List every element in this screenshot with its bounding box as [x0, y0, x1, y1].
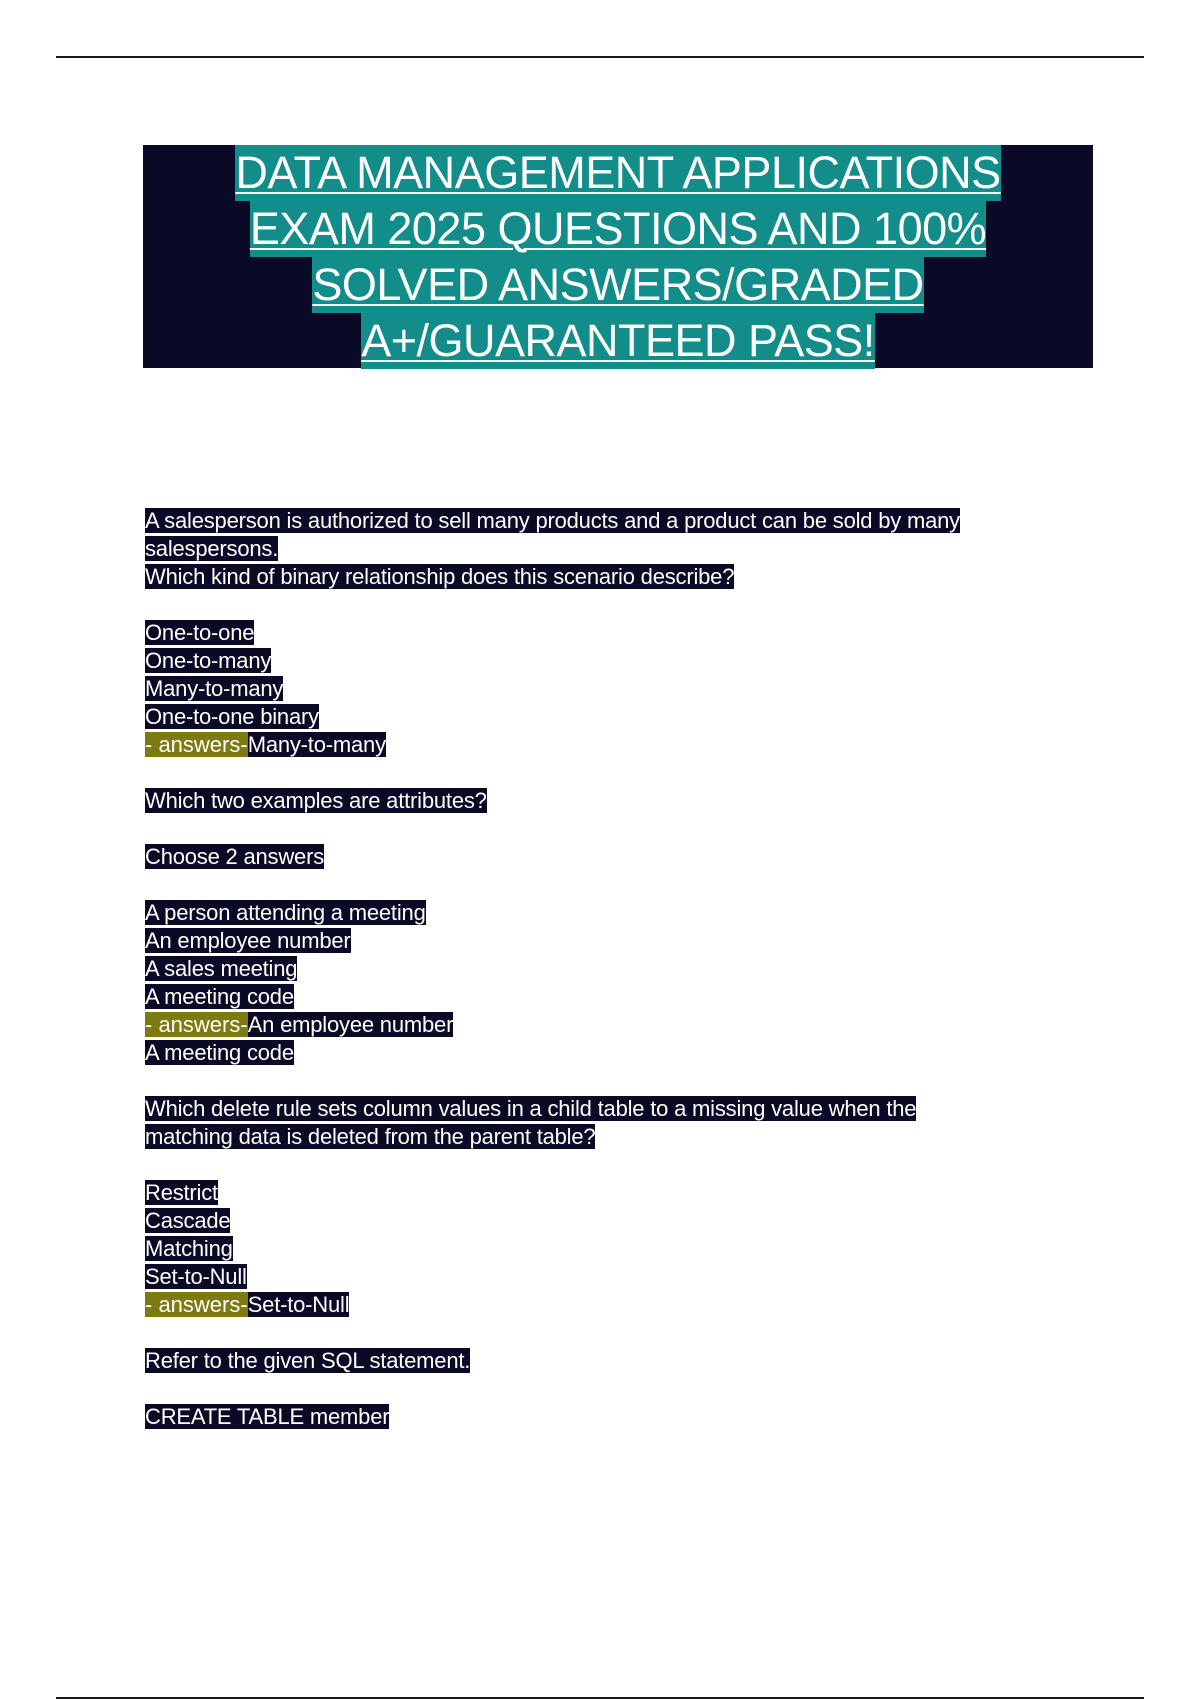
answer-prefix: - answers-	[145, 1012, 248, 1037]
q3-text-line-2: matching data is deleted from the parent table?	[145, 1124, 596, 1149]
q1-answer: Many-to-many	[247, 732, 386, 757]
q3-option: Restrict	[145, 1180, 218, 1205]
q1-option: One-to-many	[145, 648, 272, 673]
q2-text-line-1: Which two examples are attributes?	[145, 788, 487, 813]
q3-answer: Set-to-Null	[247, 1292, 350, 1317]
answer-prefix: - answers-	[145, 1292, 248, 1317]
q1-text-line-2: salespersons.	[145, 536, 279, 561]
q2-answer-2: A meeting code	[145, 1040, 294, 1065]
title-line-3: SOLVED ANSWERS/GRADED	[312, 257, 923, 313]
q2-option: An employee number	[145, 928, 351, 953]
title-line-2: EXAM 2025 QUESTIONS AND 100%	[250, 201, 986, 257]
q1-option: One-to-one	[145, 620, 255, 645]
q3-option: Matching	[145, 1236, 233, 1261]
q4-sql-line: CREATE TABLE member	[145, 1404, 390, 1429]
q2-option: A meeting code	[145, 984, 294, 1009]
q1-text-line-3: Which kind of binary relationship does this scenario describe?	[145, 564, 735, 589]
bottom-divider	[56, 1697, 1144, 1699]
q2-option: A person attending a meeting	[145, 900, 426, 925]
title-line-1: DATA MANAGEMENT APPLICATIONS	[235, 145, 1000, 201]
title-line-4: A+/GUARANTEED PASS!	[361, 313, 875, 369]
q3-option: Cascade	[145, 1208, 231, 1233]
document-body	[145, 507, 1085, 1431]
q3-text-line-1: Which delete rule sets column values in a child table to a missing value when the	[145, 1096, 917, 1121]
answer-prefix: - answers-	[145, 732, 248, 757]
q2-instruction: Choose 2 answers	[145, 844, 325, 869]
top-divider	[56, 56, 1144, 58]
title-banner	[143, 145, 1093, 368]
q2-answer-1: An employee number	[247, 1012, 454, 1037]
q2-option: A sales meeting	[145, 956, 298, 981]
q1-text-line-1: A salesperson is authorized to sell many products and a product can be sold by many	[145, 508, 960, 533]
q1-option: One-to-one binary	[145, 704, 319, 729]
q3-option: Set-to-Null	[145, 1264, 247, 1289]
q1-option: Many-to-many	[145, 676, 284, 701]
q4-text-line-1: Refer to the given SQL statement.	[145, 1348, 471, 1373]
